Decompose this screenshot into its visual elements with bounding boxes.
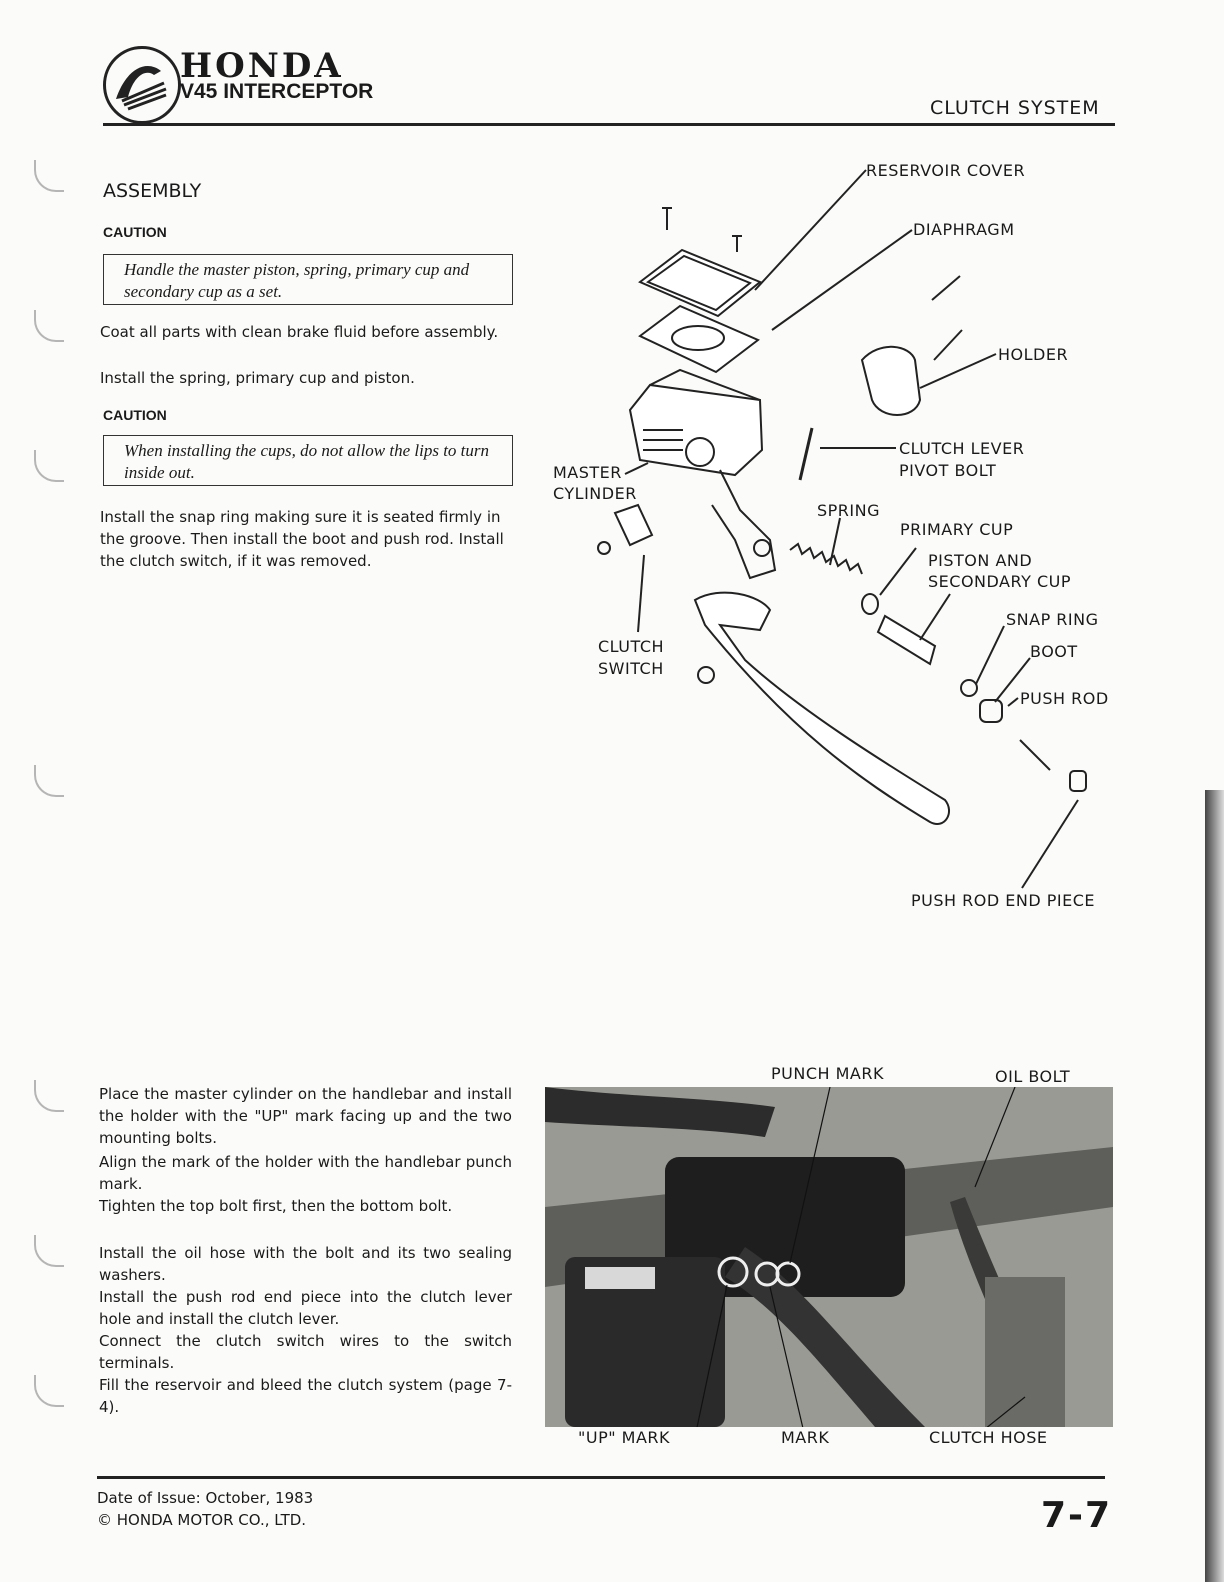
brand-name: HONDA xyxy=(180,46,344,86)
label-mark: MARK xyxy=(781,1428,830,1447)
label-primary-cup: PRIMARY CUP xyxy=(900,520,1014,539)
install-para: Install the oil hose with the bolt and its two sealing washers. xyxy=(99,1244,512,1284)
handlebar-photo xyxy=(545,1087,1113,1427)
header-rule xyxy=(103,123,1115,126)
install-para: Fill the reservoir and bleed the clutch system (page 7-4). xyxy=(99,1376,512,1416)
label-boot: BOOT xyxy=(1030,642,1078,661)
binder-mark xyxy=(34,450,64,482)
install-para: Place the master cylinder on the handlebar and install the holder with the "UP" mark facing up and the two mounting bolts. xyxy=(99,1085,512,1147)
label-master-cylinder: MASTER xyxy=(553,463,622,482)
install-para: Install the push rod end piece into the clutch lever hole and install the clutch lever. xyxy=(99,1288,512,1328)
label-spring: SPRING xyxy=(817,501,881,520)
label-snap-ring: SNAP RING xyxy=(1006,610,1099,629)
label-piston: PISTON AND xyxy=(928,551,1033,570)
caution-box xyxy=(103,254,513,305)
caution-box xyxy=(103,435,513,486)
assembly-para: Install the spring, primary cup and piston. xyxy=(100,369,415,387)
label-master-cylinder: CYLINDER xyxy=(553,484,637,503)
caution-label: CAUTION xyxy=(103,224,167,240)
label-push-rod: PUSH ROD xyxy=(1020,689,1109,708)
binder-mark xyxy=(34,765,64,797)
page-edge-shadow xyxy=(1205,790,1224,1582)
footer xyxy=(97,1487,313,1531)
install-para: Align the mark of the holder with the handlebar punch mark. xyxy=(99,1153,512,1193)
page-number: 7-7 xyxy=(1040,1495,1112,1536)
photo-illustration xyxy=(545,1087,1113,1427)
caution-text: When installing the cups, do not allow the lips to turn inside out. xyxy=(124,441,490,482)
label-oil-bolt: OIL BOLT xyxy=(995,1067,1071,1086)
binder-mark xyxy=(34,160,64,192)
label-up-mark: "UP" MARK xyxy=(578,1428,671,1447)
label-clutch-switch: SWITCH xyxy=(598,659,664,678)
assembly-para: Coat all parts with clean brake fluid before assembly. xyxy=(100,323,499,341)
binder-mark xyxy=(34,1080,64,1112)
binder-mark xyxy=(34,1375,64,1407)
label-clutch-switch: CLUTCH xyxy=(598,637,665,656)
section-title: CLUTCH SYSTEM xyxy=(930,97,1100,119)
assembly-heading: ASSEMBLY xyxy=(103,180,202,202)
caution-label: CAUTION xyxy=(103,407,167,423)
caution-text: Handle the master piston, spring, primary cup and secondary cup as a set. xyxy=(124,260,470,301)
copyright: © HONDA MOTOR CO., LTD. xyxy=(97,1511,307,1529)
label-punch-mark: PUNCH MARK xyxy=(771,1064,884,1083)
label-reservoir-cover: RESERVOIR COVER xyxy=(866,161,1026,180)
wing-icon xyxy=(106,49,178,121)
label-piston: SECONDARY CUP xyxy=(928,572,1071,591)
issue-date: Date of Issue: October, 1983 xyxy=(97,1489,314,1507)
assembly-para: Install the snap ring making sure it is seated firmly in the groove. Then install the boot and push rod. Install the clutch switch, if it was removed. xyxy=(100,508,504,570)
install-para: Connect the clutch switch wires to the switch terminals. xyxy=(99,1332,512,1372)
label-pivot-bolt: CLUTCH LEVER xyxy=(899,439,1025,458)
install-para: Tighten the top bolt first, then the bottom bolt. xyxy=(99,1197,453,1215)
binder-mark xyxy=(34,1235,64,1267)
binder-mark xyxy=(34,310,64,342)
model-name: V45 INTERCEPTOR xyxy=(180,80,374,103)
label-push-rod-end-piece: PUSH ROD END PIECE xyxy=(911,891,1095,910)
label-pivot-bolt: PIVOT BOLT xyxy=(899,461,997,480)
label-clutch-hose: CLUTCH HOSE xyxy=(929,1428,1048,1447)
label-diaphragm: DIAPHRAGM xyxy=(913,220,1015,239)
honda-wing-logo xyxy=(103,46,181,124)
footer-rule xyxy=(97,1476,1105,1479)
label-holder: HOLDER xyxy=(998,345,1069,364)
